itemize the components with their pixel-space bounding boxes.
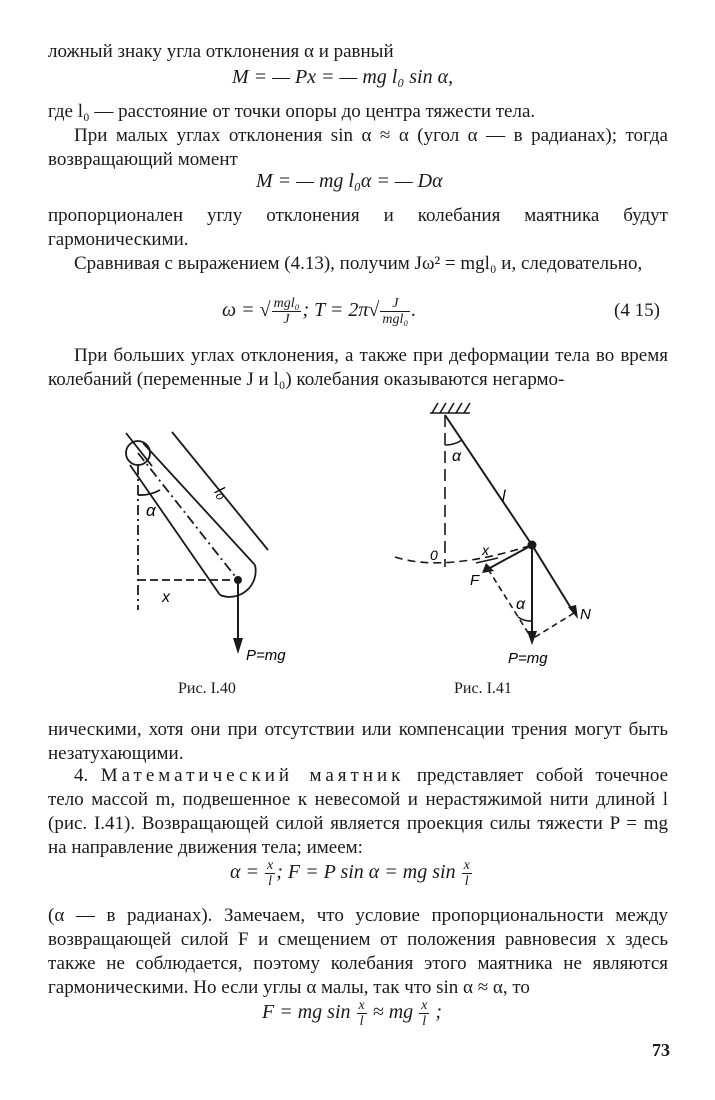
paragraph-1: ложный знаку угла отклонения α и равный xyxy=(48,41,394,62)
bob-dot xyxy=(528,541,537,550)
rod-edge-bottom xyxy=(130,465,220,595)
fig41-l-label: l xyxy=(502,488,506,505)
fig40-p-label: P=mg xyxy=(246,647,286,664)
alpha-arc-top xyxy=(445,440,462,445)
equation-small-angle-force: F = mg sin $\frac{x}{l}$ ≈ mg $\frac{x}{l}$ ; xyxy=(262,998,443,1029)
equation-restoring-moment: M = — mg l₀α = — Dα xyxy=(256,170,443,192)
fig41-x-label: x xyxy=(482,542,489,558)
fig41-o-label: 0 xyxy=(430,547,438,563)
equation-number: (4 15) xyxy=(614,300,660,321)
fig41-alpha-top-label: α xyxy=(452,448,462,465)
dashed-side-2 xyxy=(532,613,574,639)
paragraph-6: При больших углах отклонения, а также при деформации тела во время колебаний (переменные J и l₀) колебания оказываются негармо- xyxy=(48,345,668,390)
paragraph-5: Сравнивая с выражением (4.13), получим Jω² = mgl₀ и, следовательно, xyxy=(74,253,643,274)
paragraph-9: (α — в радианах). Замечаем, что условие пропорциональности между возвращающей силой F и смещением от положения равновесия x здесь также не соблюдается, поэтому колебания этого маятника не являются гармоническими. Но если углы α малы, так что sin α ≈ α, то xyxy=(48,905,668,998)
equation-alpha-and-force: α = $\frac{x}{l}$ ; F = P sin α = mg sin $\frac{x}{l}$ xyxy=(230,858,470,889)
fig41-f-label: F xyxy=(470,572,480,589)
paragraph-7: ническими, хотя они при отсутствии или компенсации трения могут быть незатухающими. xyxy=(48,719,668,764)
fig41-alpha-bottom-label: α xyxy=(516,596,526,613)
fig41-p-label: P=mg xyxy=(508,650,548,667)
term-mathematical-pendulum: Математический маятник xyxy=(100,765,405,786)
weight-arrowhead xyxy=(233,638,243,654)
fraction-j-over-mgl0: $\frac{J}{\text{mgl₀}}$ xyxy=(382,296,409,327)
figure-i41-mathematical-pendulum xyxy=(390,395,610,675)
fraction-x-over-l-4: $\frac{x}{l}$ xyxy=(421,998,428,1029)
fig40-alpha-label: α xyxy=(146,501,156,520)
dashed-side-1 xyxy=(488,569,532,639)
fig40-l0-label: l₀ xyxy=(210,483,231,503)
figure-i40-physical-pendulum xyxy=(110,420,310,670)
page-number: 73 xyxy=(652,1040,670,1060)
center-of-mass-dot xyxy=(234,576,242,584)
fraction-x-over-l-2: $\frac{x}{l}$ xyxy=(463,858,470,889)
paragraph-3: При малых углах отклонения sin α ≈ α (угол α — в радианах); тогда возвращающий момент xyxy=(48,125,668,170)
fig41-n-label: N xyxy=(580,606,591,623)
swing-path xyxy=(395,545,532,563)
p-arrowhead xyxy=(527,631,537,645)
rod-edge-top xyxy=(143,443,255,565)
force-f-arrow xyxy=(488,545,532,569)
paragraph-8-body: представляет собой точечное тело массой m, подвешенное к невесомой и нерастяжимой нити длиной l (рис. I.41). Возвращающей силой является проекция силы тяжести P = mg на направление движения тела; имеем: xyxy=(48,765,669,858)
caption-fig-i41: Рис. I.41 xyxy=(454,680,512,697)
caption-fig-i40: Рис. I.40 xyxy=(178,680,236,697)
force-n-arrow xyxy=(532,545,574,613)
pendulum-string xyxy=(445,415,532,545)
equation-4-15: ω = √ $\frac{\text{mgl₀}}{J}$ ; T = 2π√ $\frac{J}{\text{mgl₀}}$ . xyxy=(222,296,417,327)
paragraph-4: пропорционален углу отклонения и колебания маятника будут гармоническими. xyxy=(48,205,668,250)
omega-term: ω = √ xyxy=(222,299,271,322)
fraction-x-over-l-1: $\frac{x}{l}$ xyxy=(267,858,274,889)
fraction-x-over-l-3: $\frac{x}{l}$ xyxy=(358,998,365,1029)
paragraph-2: где l₀ — расстояние от точки опоры до центра тяжести тела. xyxy=(48,101,536,122)
n-arrowhead xyxy=(568,605,578,619)
section-number: 4. xyxy=(74,765,89,786)
equation-moment: M = — Px = — mg l₀ sin α, xyxy=(232,66,454,88)
paragraph-8 xyxy=(48,764,668,860)
period-term: ; T = 2π√ xyxy=(302,299,380,322)
f-arrowhead xyxy=(482,563,494,573)
fig40-x-label: x xyxy=(162,589,170,606)
fraction-mgl0-over-j: $\frac{\text{mgl₀}}{J}$ xyxy=(273,296,300,327)
